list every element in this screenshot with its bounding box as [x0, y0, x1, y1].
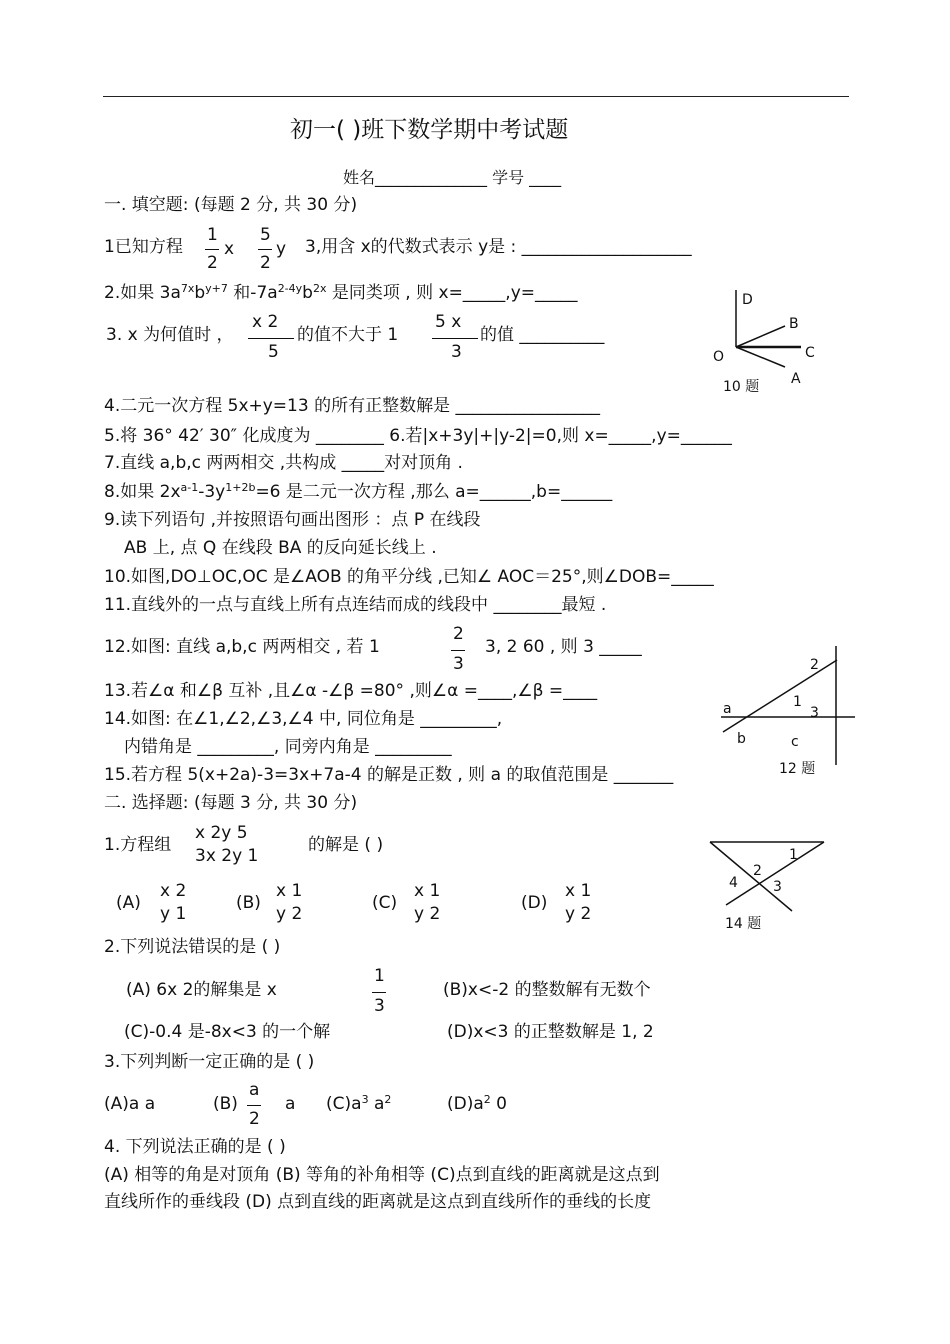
mc3-stem: 3.下列判断一定正确的是 ( ) [104, 1052, 315, 1072]
q12-frac-num: 2 [453, 624, 464, 644]
label-angle-4: 4 [729, 875, 738, 891]
label-angle-2: 2 [753, 863, 762, 879]
mc3-b-tail: a [285, 1094, 296, 1114]
mc4-options-line1: (A) 相等的角是对顶角 (B) 等角的补角相等 (C)点到直线的距离就是这点到 [104, 1165, 660, 1185]
q1-stem: 1已知方程 [104, 237, 183, 257]
q1-frac1-den: 2 [207, 253, 218, 273]
mc1-stem: 1.方程组 [104, 835, 172, 855]
q12-frac-bar [451, 650, 465, 651]
q1-var-x: x [224, 239, 235, 259]
q8: 8.如果 $2x^{a-1}-3y^{1+2b}=6$ 是二元一次方程 ,那么 a=______,b=______ [104, 481, 613, 502]
figure-10-caption: 10 题 [723, 379, 760, 395]
q14-line2: 内错角是 _________, 同旁内角是 _________ [124, 737, 452, 757]
mc1-b-row1: x 1 [276, 881, 303, 901]
q12-tail: 3, 2 60 , 则 3 _____ [485, 637, 642, 657]
name-id-line: 姓名______________ 学号 ____ [343, 168, 562, 187]
figure-12-three-lines [715, 640, 860, 785]
mc3-b-frac-num: a [249, 1080, 260, 1100]
mc3-frac-bar [247, 1105, 261, 1106]
q3-frac2-num: 5 x [435, 312, 462, 332]
q3-tail: 的值 __________ [480, 325, 605, 345]
mc3-option-d[interactable]: $(D)a^2$ 0 [447, 1093, 508, 1114]
label-angle-3: 3 [773, 879, 782, 895]
label-b: B [789, 316, 799, 332]
label-a: A [791, 371, 801, 387]
ray-oa [736, 347, 785, 367]
q1-frac1-bar [205, 249, 219, 250]
q1-frac2-num: 5 [260, 225, 271, 245]
line-b [723, 660, 837, 732]
mc1-option-c[interactable]: (C) [372, 893, 398, 913]
q9-line1: 9.读下列语句 ,并按照语句画出图形 ：点 P 在线段 [104, 510, 481, 530]
mc2-option-b[interactable]: (B)x<-2 的整数解有无数个 [443, 980, 651, 1000]
mc4-options-line2: 直线所作的垂线段 (D) 点到直线的距离就是这点到直线所作的垂线的长度 [104, 1192, 652, 1212]
q3-stem: 3. x 为何值时 ， [106, 325, 234, 345]
mc2-option-c[interactable]: (C)-0.4 是-8x<3 的一个解 [124, 1022, 331, 1042]
q12-frac-den: 3 [453, 654, 464, 674]
mc2-a-frac-num: 1 [374, 966, 385, 986]
section1-heading: 一. 填空题: (每题 2 分, 共 30 分) [104, 195, 358, 215]
mc1-option-b[interactable]: (B) [236, 893, 261, 913]
q13: 13.若∠α 和∠β 互补 ,且∠α -∠β =80° ,则∠α =____,∠β =____ [104, 681, 598, 701]
mc1-c-row1: x 1 [414, 881, 441, 901]
q12-stem: 12.如图: 直线 a,b,c 两两相交 , 若 1 [104, 637, 380, 657]
label-angle-3: 3 [810, 705, 819, 721]
transversal-right [726, 842, 824, 905]
figure-14-transversal-diagram [708, 835, 833, 940]
figure-12-caption: 12 题 [779, 761, 816, 777]
mc1-system-row1: x 2y 5 [195, 823, 248, 843]
mc4-stem: 4. 下列说法正确的是 ( ) [104, 1137, 286, 1157]
transversal-left [710, 842, 792, 911]
mc1-d-row1: x 1 [565, 881, 592, 901]
q14-line1: 14.如图: 在∠1,∠2,∠3,∠4 中, 同位角是 _________, [104, 709, 503, 729]
mc2-stem: 2.下列说法错误的是 ( ) [104, 937, 281, 957]
q10: 10.如图,DO⊥OC,OC 是∠AOB 的角平分线 ,已知∠ AOC＝25°,则∠DOB=_____ [104, 567, 714, 587]
mc2-a-frac-den: 3 [374, 996, 385, 1016]
mc1-option-a[interactable]: (A) [116, 893, 141, 913]
mc3-option-c[interactable]: $(C)a^3$ $a^2$ [326, 1093, 392, 1114]
q1-frac1-num: 1 [207, 225, 218, 245]
mc1-option-d[interactable]: (D) [521, 893, 548, 913]
q3-frac1-bar [248, 338, 294, 339]
q3-mid: 的值不大于 1 [297, 325, 399, 345]
label-angle-1: 1 [793, 694, 802, 710]
label-line-c: c [791, 734, 799, 750]
q7: 7.直线 a,b,c 两两相交 ,共构成 _____对对顶角 . [104, 453, 463, 473]
q1-frac2-den: 2 [260, 253, 271, 273]
label-angle-2: 2 [810, 657, 819, 673]
q3-frac1-den: 5 [268, 342, 279, 362]
label-line-b: b [737, 731, 746, 747]
q2-line: 2.如果 $3a^{7x}b^{y+7}$ 和$-7a^{2-4y}b^{2x}$ 是同类项 , 则 x=_____,y=_____ [104, 282, 578, 303]
exam-title: 初一( )班下数学期中考试题 [290, 117, 569, 143]
q1-tail: 3,用含 x的代数式表示 y是 : ____________________ [305, 237, 692, 257]
mc2-option-d[interactable]: (D)x<3 的正整数解是 1, 2 [447, 1022, 654, 1042]
mc3-option-b[interactable]: (B) [213, 1094, 238, 1114]
q11: 11.直线外的一点与直线上所有点连结而成的线段中 ________最短 . [104, 595, 607, 615]
label-angle-1: 1 [789, 847, 798, 863]
q4: 4.二元一次方程 5x+y=13 的所有正整数解是 _________________ [104, 396, 600, 416]
section2-heading: 二. 选择题: (每题 3 分, 共 30 分) [104, 793, 358, 813]
mc3-b-frac-den: 2 [249, 1109, 260, 1129]
label-c: C [805, 345, 815, 361]
q3-frac2-bar [432, 338, 478, 339]
mc1-a-row2: y 1 [160, 904, 187, 924]
mc1-b-row2: y 2 [276, 904, 303, 924]
mc1-a-row1: x 2 [160, 881, 187, 901]
mc1-d-row2: y 2 [565, 904, 592, 924]
label-o: O [713, 349, 725, 365]
label-d: D [742, 292, 753, 308]
mc3-option-a[interactable]: (A)a a [104, 1094, 156, 1114]
figure-14-caption: 14 题 [725, 916, 762, 932]
top-rule [103, 96, 849, 97]
q9-line2: AB 上, 点 Q 在线段 BA 的反向延长线上 . [124, 538, 437, 558]
mc2-option-a[interactable]: (A) 6x 2的解集是 x [126, 980, 277, 1000]
q3-frac2-den: 3 [451, 342, 462, 362]
mc2-frac-bar [372, 992, 386, 993]
label-line-a: a [723, 701, 732, 717]
mc1-system-row2: 3x 2y 1 [195, 846, 259, 866]
mc1-tail: 的解是 ( ) [308, 835, 384, 855]
q1-var-y: y [276, 239, 287, 259]
ray-ob [736, 326, 785, 347]
q3-frac1-num: x 2 [252, 312, 279, 332]
q5-q6: 5.将 36° 42′ 30″ 化成度为 ________ 6.若|x+3y|+|y-2|=0,则 x=_____,y=______ [104, 426, 732, 446]
figure-10-angle-diagram [705, 285, 840, 400]
q1-frac2-bar [258, 249, 272, 250]
q15: 15.若方程 5(x+2a)-3=3x+7a-4 的解是正数 , 则 a 的取值范围是 _______ [104, 765, 674, 785]
mc1-c-row2: y 2 [414, 904, 441, 924]
